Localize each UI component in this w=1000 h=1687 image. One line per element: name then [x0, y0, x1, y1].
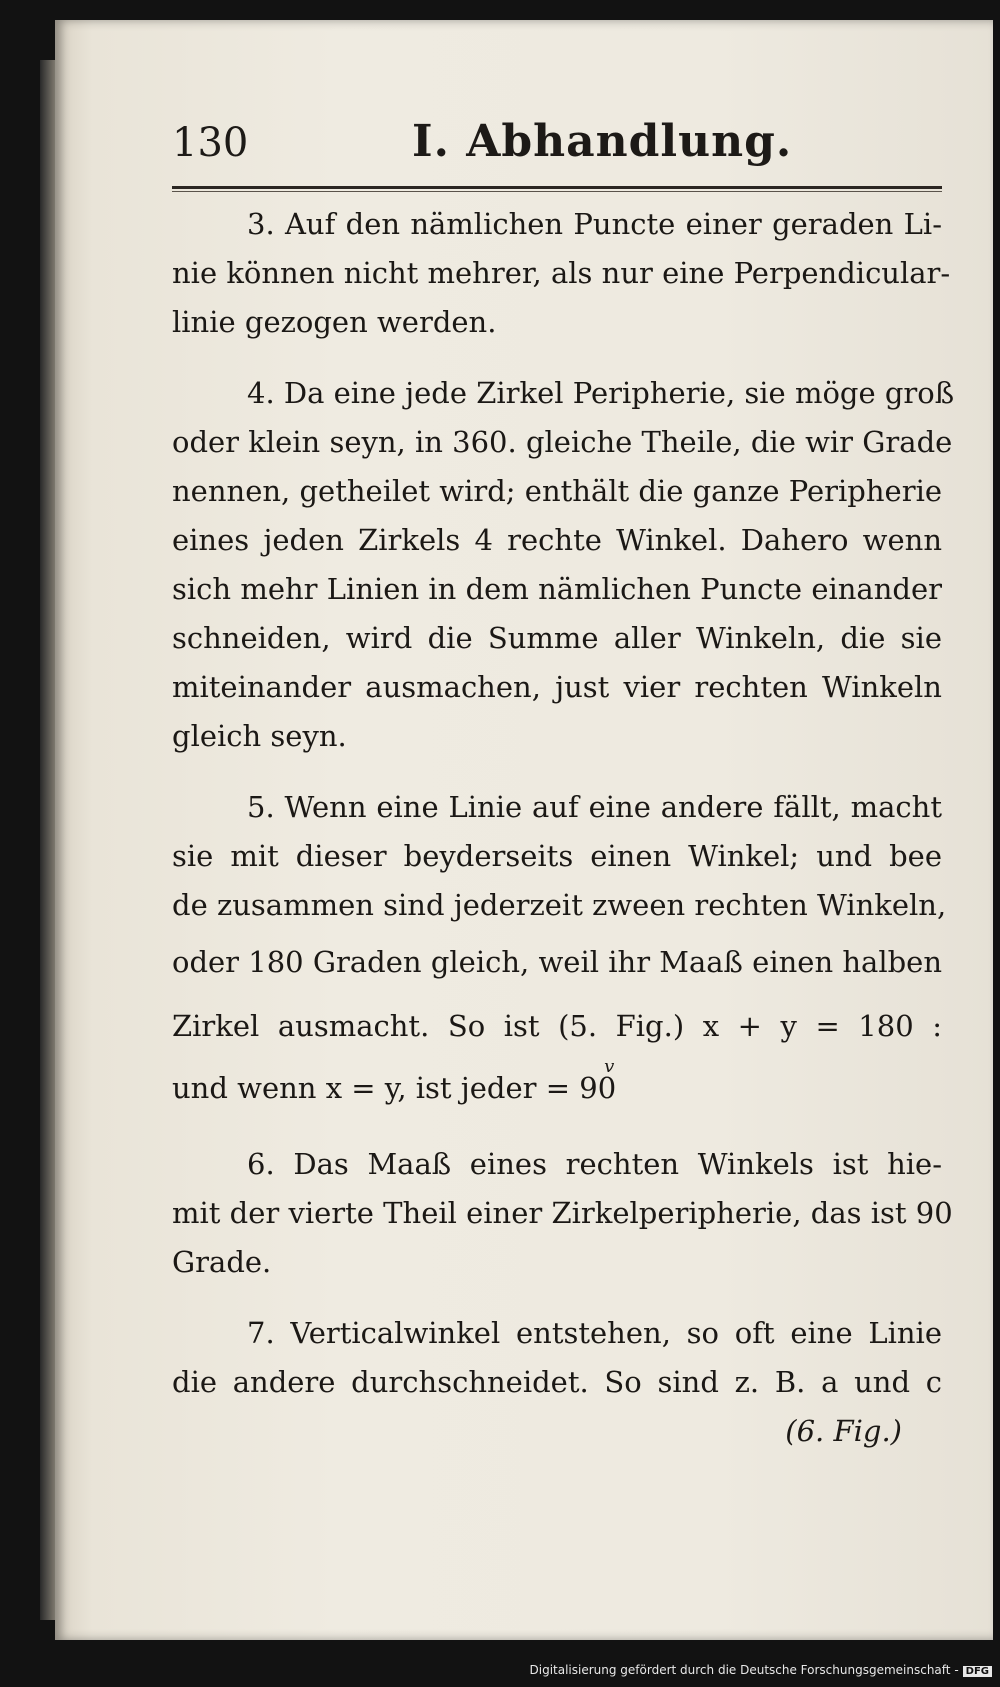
- running-head: I. Abhandlung.: [412, 116, 793, 167]
- text-line: de zusammen sind jederzeit zween rechten Winkeln,: [172, 888, 947, 922]
- credit-text: Digitalisierung gefördert durch die Deutsche Forschungsgemeinschaft -: [529, 1663, 959, 1677]
- text-line: 6. Das Maaß eines rechten Winkels ist hie-: [247, 1147, 942, 1181]
- text-line: 4. Da eine jede Zirkel Peripherie, sie möge groß: [247, 376, 955, 410]
- paragraph-4: [172, 369, 955, 761]
- paragraph-gap: [172, 1287, 942, 1309]
- text-line: oder 180 Graden gleich, weil ihr Maaß einen halben: [172, 945, 942, 979]
- text-line: nennen, getheilet wird; enthält die ganze Peripherie: [172, 474, 943, 508]
- text-line: oder klein seyn, in 360. gleiche Theile, die wir Grade: [172, 425, 953, 459]
- text-line: sie mit dieser beyderseits einen Winkel; und bee: [172, 839, 942, 873]
- text-line: eines jeden Zirkels 4 rechte Winkel. Dahero wenn: [172, 523, 942, 557]
- header-rule-thin: [172, 191, 942, 192]
- figure-reference: (6. Fig.): [785, 1414, 902, 1448]
- paragraph-5: [172, 783, 947, 1118]
- text-line: Grade.: [172, 1245, 272, 1279]
- text-line: gleich seyn.: [172, 719, 347, 753]
- text-line: sich mehr Linien in dem nämlichen Puncte einander: [172, 572, 942, 606]
- dfg-logo: DFG: [963, 1666, 992, 1677]
- digitization-credit: [530, 1663, 993, 1677]
- paragraph-7: [172, 1309, 942, 1456]
- text-line: 5. Wenn eine Linie auf eine andere fällt, macht: [247, 790, 942, 824]
- text-line: schneiden, wird die Summe aller Winkeln, die sie: [172, 621, 942, 655]
- text-line: linie gezogen werden.: [172, 305, 497, 339]
- page-body: [172, 200, 955, 1456]
- page-number: 130: [172, 120, 249, 166]
- paragraph-3: [172, 200, 951, 347]
- text-line: mit der vierte Theil einer Zirkelperipherie, das ist 90: [172, 1196, 953, 1230]
- text-line: miteinander ausmachen, just vier rechten Winkeln: [172, 670, 942, 704]
- header-rule: [172, 186, 942, 189]
- text-line-with-degree: [172, 1058, 942, 1118]
- text-line: Zirkel ausmacht. So ist (5. Fig.) x + y = 180 :: [172, 1009, 942, 1043]
- text-line: und wenn x = y, ist jeder = 90: [172, 1071, 617, 1105]
- text-line: die andere durchschneidet. So sind z. B. a und c: [172, 1365, 942, 1399]
- text-line: 7. Verticalwinkel entstehen, so oft eine Linie: [247, 1316, 942, 1350]
- paragraph-6: [172, 1140, 953, 1287]
- paragraph-gap: [172, 347, 942, 369]
- text-line: 3. Auf den nämlichen Puncte einer geraden Li-: [247, 207, 942, 241]
- degree-mark: v: [604, 1056, 615, 1077]
- text-line: nie können nicht mehrer, als nur eine Perpendicular-: [172, 256, 951, 290]
- paragraph-gap: [172, 761, 942, 783]
- page-header: [172, 110, 942, 180]
- paragraph-gap: [172, 1118, 942, 1140]
